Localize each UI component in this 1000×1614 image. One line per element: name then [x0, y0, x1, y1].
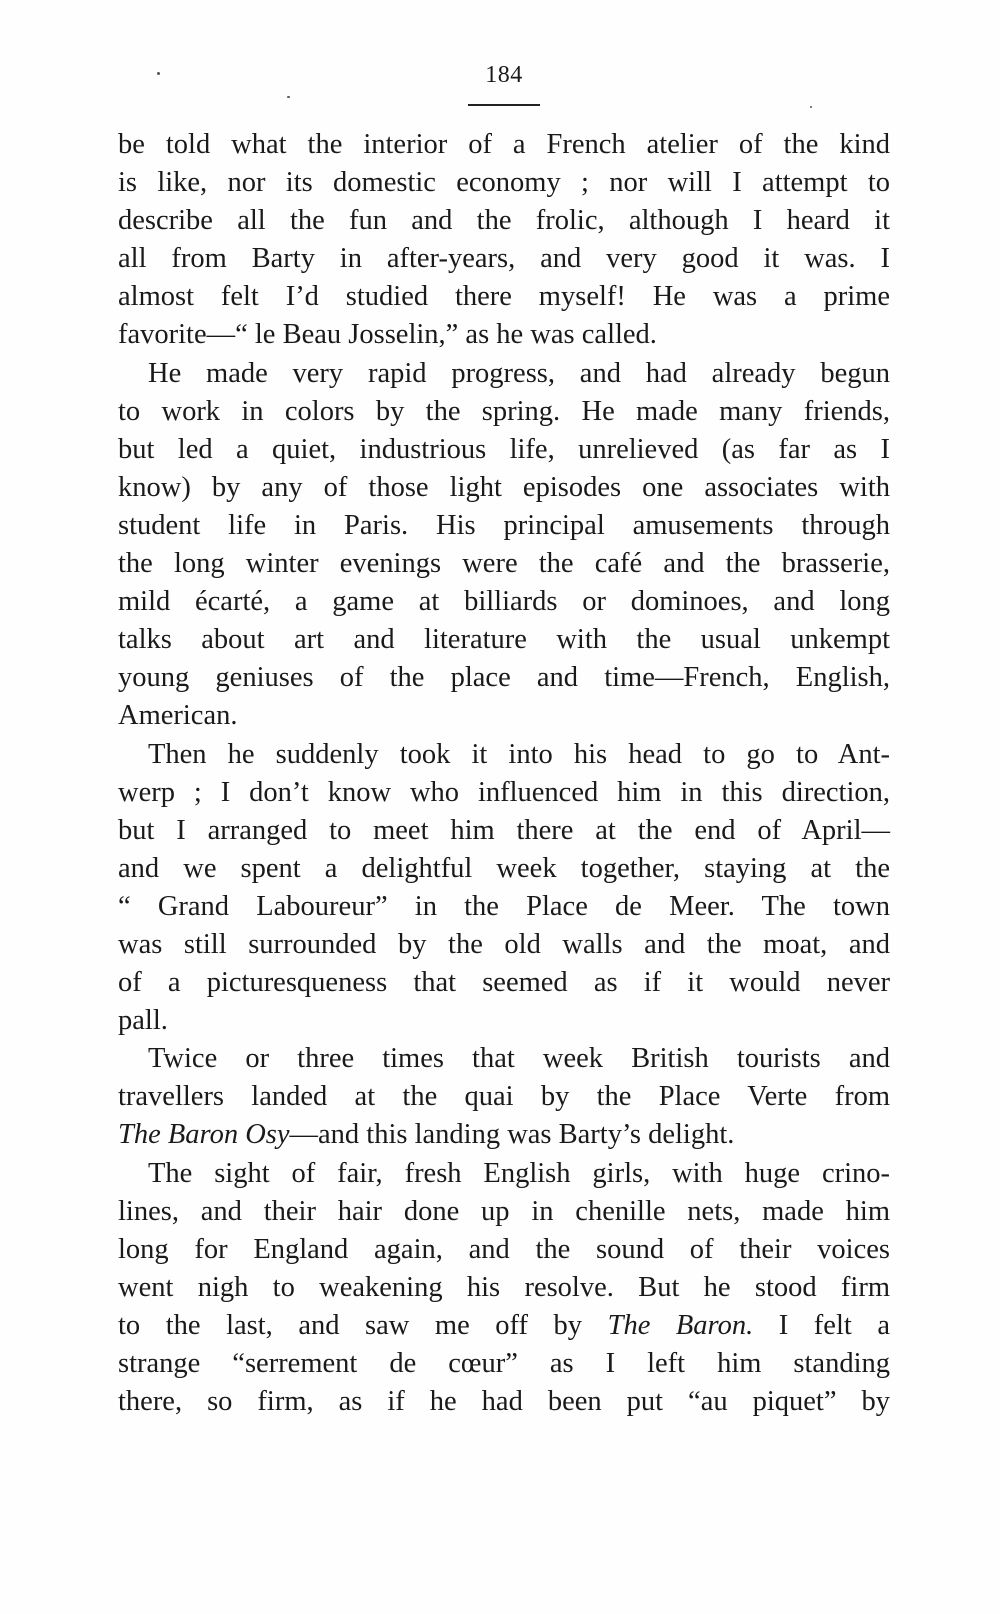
text-line: lines, and their hair done up in chenille nets, made him: [118, 1195, 890, 1227]
text-line: almost felt I’d studied there myself! He was a prime: [118, 281, 890, 313]
text-line: The sight of fair, fresh English girls, with huge crino-: [148, 1157, 890, 1189]
text-line: mild écarté, a game at billiards or dominoes, and long: [118, 586, 890, 618]
text-segment: to the last, and saw me off by: [118, 1309, 608, 1341]
text-line: but led a quiet, industrious life, unrelieved (as far as I: [118, 433, 890, 465]
text-line: student life in Paris. His principal amusements through: [118, 509, 890, 541]
ship-name: The Baron.: [607, 1309, 754, 1341]
body-text: [118, 126, 890, 1421]
text-line: He made very rapid progress, and had already begun: [148, 357, 890, 389]
text-line: long for England again, and the sound of their voices: [118, 1233, 890, 1265]
text-line: know) by any of those light episodes one associates with: [118, 471, 890, 503]
page-number-rule: [468, 104, 540, 106]
text-segment: —and this landing was Barty’s delight.: [289, 1119, 735, 1151]
text-line: describe all the fun and the frolic, although I heard it: [118, 205, 890, 237]
text-line: werp ; I don’t know who influenced him in this direction,: [118, 776, 890, 808]
ink-speck: [157, 72, 160, 75]
text-line: American.: [118, 700, 238, 732]
text-line: [118, 1116, 890, 1154]
ink-speck: [810, 106, 812, 108]
text-line: “ Grand Laboureur” in the Place de Meer. The town: [118, 890, 890, 922]
text-line: was still surrounded by the old walls and the moat, and: [118, 928, 890, 960]
text-line: the long winter evenings were the café and the brasserie,: [118, 548, 890, 580]
text-line: [118, 1307, 890, 1345]
text-line: talks about art and literature with the usual unkempt: [118, 624, 890, 656]
text-line: Twice or three times that week British tourists and: [148, 1043, 890, 1075]
text-line: but I arranged to meet him there at the end of April—: [118, 814, 890, 846]
text-line: favorite—“ le Beau Josselin,” as he was called.: [118, 319, 657, 351]
ship-name: The Baron Osy: [118, 1119, 290, 1151]
text-line: pall.: [118, 1005, 168, 1037]
text-segment: I felt a: [753, 1309, 890, 1341]
text-line: is like, nor its domestic economy ; nor will I attempt to: [118, 167, 890, 199]
text-line: went nigh to weakening his resolve. But he stood firm: [118, 1271, 890, 1303]
text-line: travellers landed at the quai by the Place Verte from: [118, 1081, 890, 1113]
text-line: strange “serrement de cœur” as I left him standing: [118, 1348, 890, 1379]
text-line: to work in colors by the spring. He made many friends,: [118, 395, 890, 427]
ink-speck: [287, 96, 290, 98]
text-line: Then he suddenly took it into his head to go to Ant-: [148, 738, 890, 770]
text-line: all from Barty in after-years, and very good it was. I: [118, 243, 890, 275]
text-line: young geniuses of the place and time—French, English,: [118, 662, 890, 694]
page-number: 184: [485, 62, 523, 88]
text-line: there, so firm, as if he had been put “au piquet” by: [118, 1386, 890, 1418]
text-line: and we spent a delightful week together, staying at the: [118, 852, 890, 884]
text-line: of a picturesqueness that seemed as if it would never: [118, 967, 890, 999]
text-line: be told what the interior of a French atelier of the kind: [118, 129, 890, 160]
